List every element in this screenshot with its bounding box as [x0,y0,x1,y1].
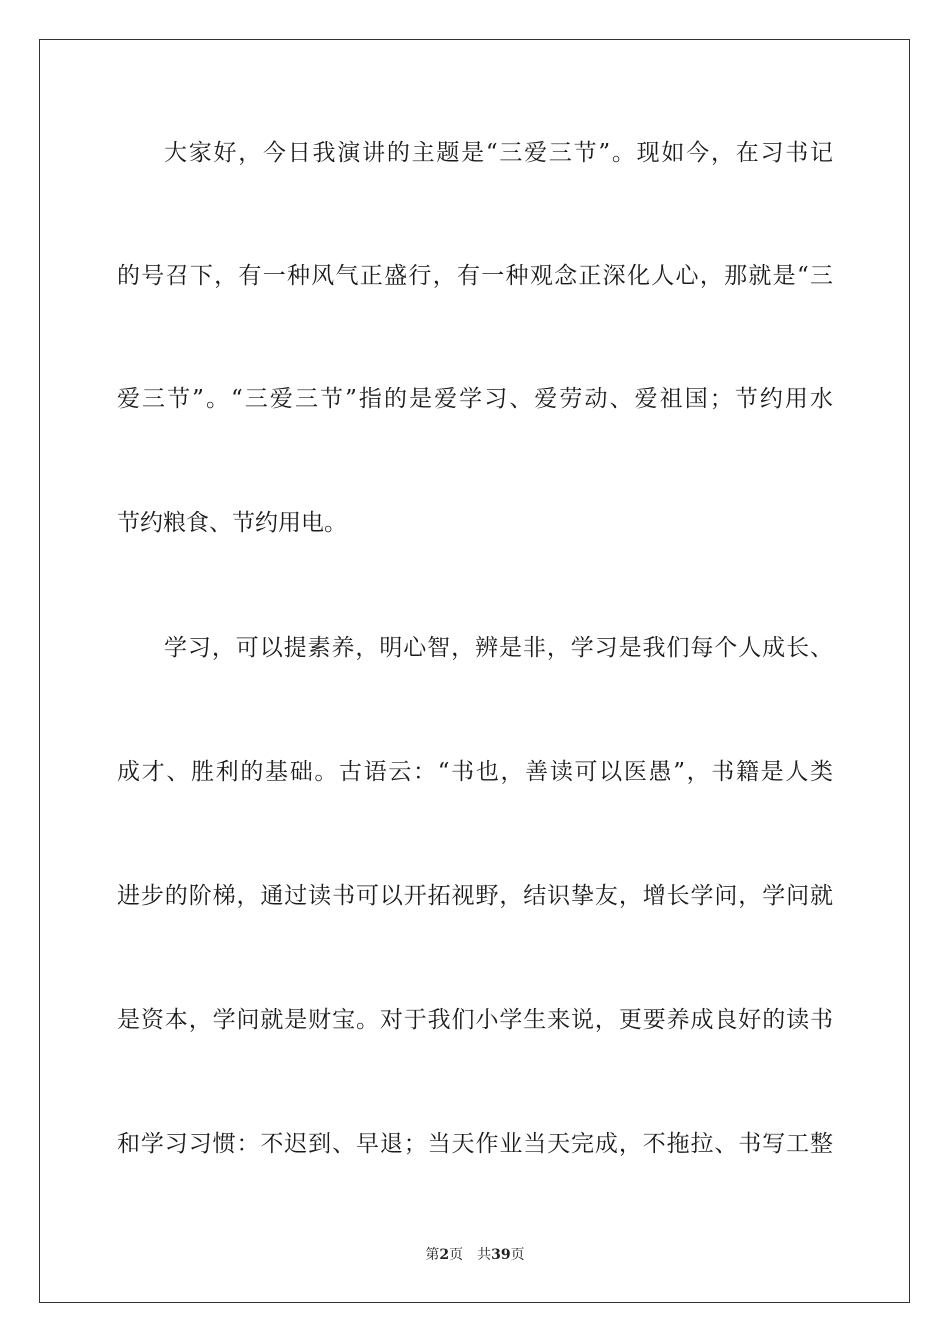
paragraph-1-line-3: 爱三节”。“三爱三节”指的是爱学习、爱劳动、爱祖国；节约用水 [117,386,833,412]
footer-total-pages: 39 [491,1247,511,1263]
paragraph-1-line-1: 大家好，今日我演讲的主题是“三爱三节”。现如今，在习书记 [164,140,833,166]
footer-page-prefix: 第 [425,1247,440,1263]
paragraph-1-line-4: 节约粮食、节约用电。 [117,510,347,536]
paragraph-2-line-1: 学习，可以提素养，明心智，辨是非，学习是我们每个人成长、 [164,635,833,661]
paragraph-2-line-2: 成才、胜利的基础。古语云：“书也，善读可以医愚”，书籍是人类 [117,759,833,785]
footer-page-number: 2 [439,1247,450,1263]
page-footer [0,1246,950,1264]
page-frame [39,39,910,1303]
footer-total-prefix: 共 [477,1247,492,1263]
footer-page-suffix: 页 [449,1247,464,1263]
paragraph-2-line-5: 和学习习惯：不迟到、早退；当天作业当天完成，不拖拉、书写工整 [117,1131,833,1157]
paragraph-1-line-2: 的号召下，有一种风气正盛行，有一种观念正深化人心，那就是“三 [117,263,833,289]
footer-total-suffix: 页 [510,1247,525,1263]
paragraph-2-line-4: 是资本，学问就是财宝。对于我们小学生来说，更要养成良好的读书 [117,1007,833,1033]
paragraph-2-line-3: 进步的阶梯，通过读书可以开拓视野，结识挚友，增长学问，学问就 [117,883,833,909]
